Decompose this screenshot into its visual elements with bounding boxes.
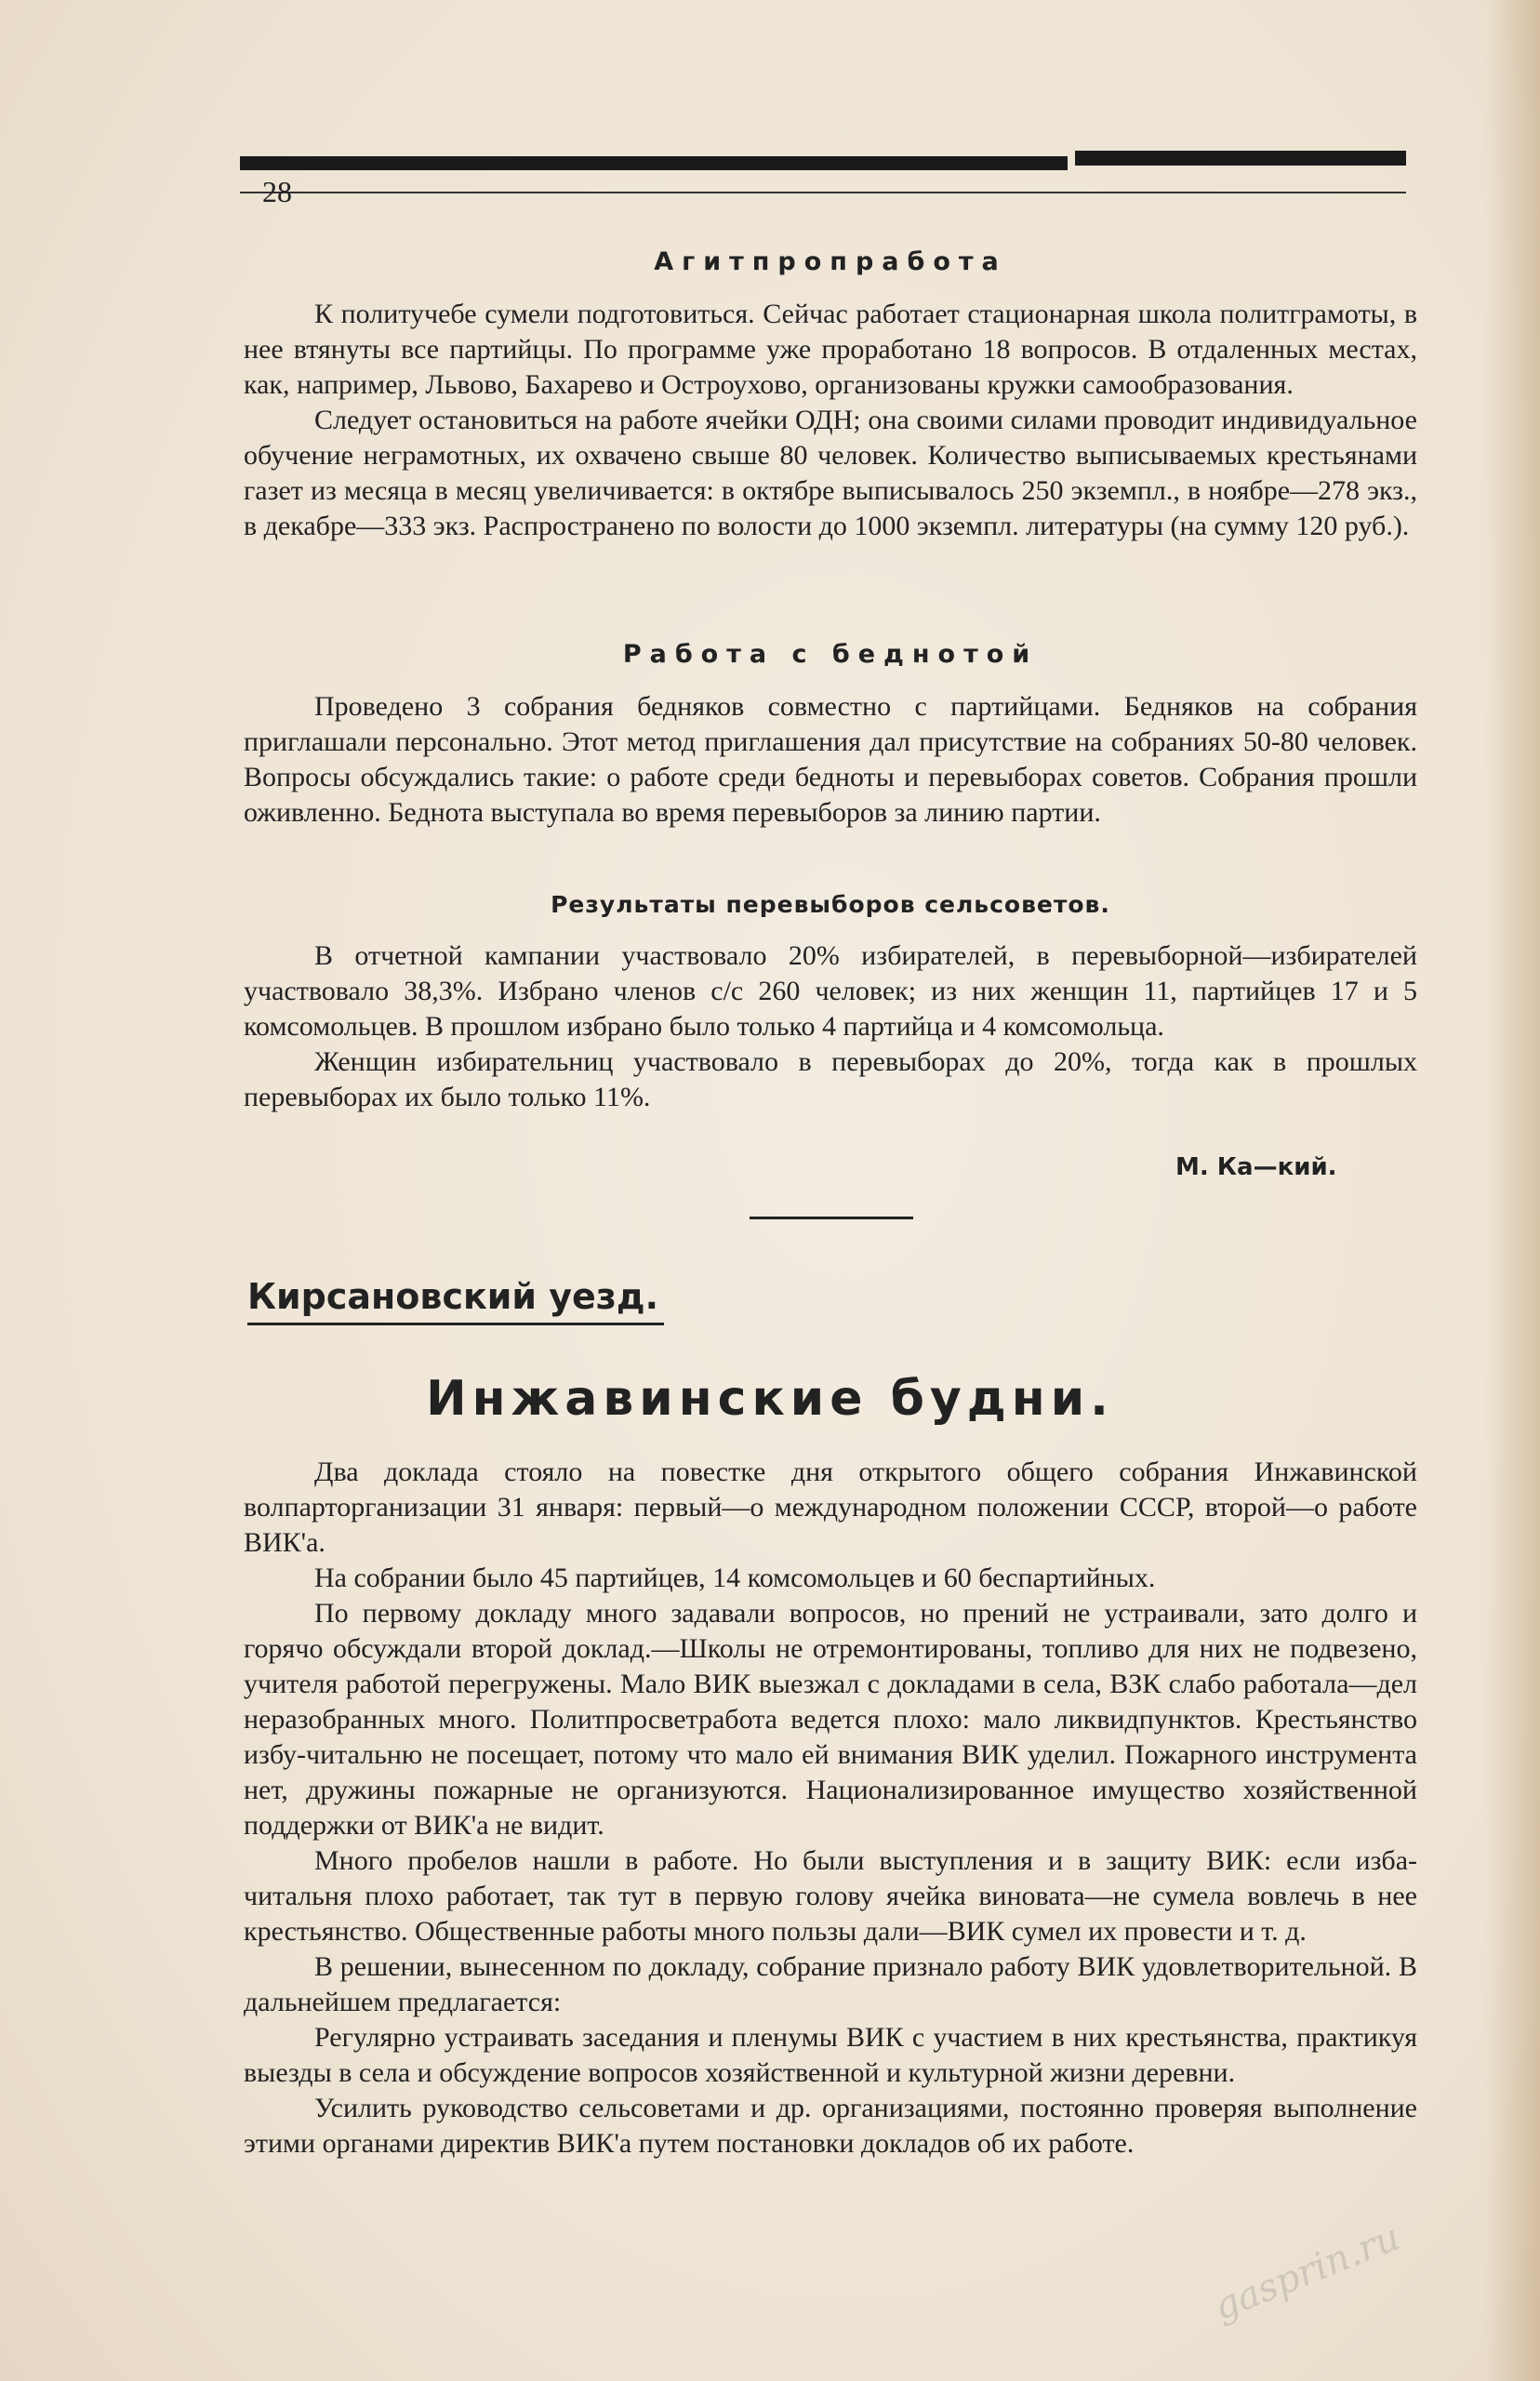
paragraph: На собрании было 45 партийцев, 14 комсомольцев и 60 беспартийных. <box>314 1563 1156 1593</box>
paragraph: Женщин избирательниц участвовало в перевыборах до 20%, тогда как в прошлых перевыборах их было только 11%. <box>244 1046 1417 1112</box>
paragraph: К политучебе сумели подготовиться. Сейчас работает стационарная школа политграмоты, в нее втянуты все партийцы. По программе уже проработано 18 вопросов. В отдаленных местах, как, например, Львово, Бахарево и Остроухово, организованы кружки самообразования. <box>244 299 1417 400</box>
paragraph: Усилить руководство сельсоветами и др. организациями, постоянно проверяя выполнение этими органами директив ВИК'а путем постановки докладов об их работе. <box>244 2093 1417 2159</box>
district-heading: Кирсановский уезд. <box>247 1276 659 1317</box>
section-heading: Результаты перевыборов сельсоветов. <box>551 891 1110 918</box>
section-agitprop <box>244 247 1417 544</box>
paragraph: В отчетной кампании участвовало 20% избирателей, в перевыборной—избирателей участвовало 38,3%. Избрано членов с/с 260 человек; из них женщин 11, партийцев 17 и 5 комсомольцев. В прошлом избрано было только 4 партийца и 4 комсомольца. <box>244 940 1417 1042</box>
paragraph: Регулярно устраивать заседания и пленумы ВИК с участием в них крестьянства, практикуя выезды в села и обсуждение вопросов хозяйственной и культурной жизни деревни. <box>244 2022 1417 2088</box>
author-signature: М. Ка—кий. <box>1175 1153 1337 1181</box>
paragraph: Проведено 3 собрания бедняков совместно с партийцами. Бедняков на собрания приглашали персонально. Этот метод приглашения дал присутствие на собраниях 50-80 человек. Вопросы обсуждались такие: о работе среди бедноты и перевыборах советов. Собрания прошли оживленно. Беднота выступала во время перевыборов за линию партии. <box>244 691 1417 828</box>
paragraph: В решении, вынесенном по докладу, собрание признало работу ВИК удовлетворительной. В дальнейшем предлагается: <box>244 1951 1417 2017</box>
district-underline <box>247 1323 664 1325</box>
paragraph: Два доклада стояло на повестке дня открытого общего собрания Инжавинской волпарторганизации 31 января: первый—о международном положении СССР, второй—о работе ВИК'а. <box>244 1457 1417 1558</box>
section-heading: Работа с беднотой <box>622 640 1039 669</box>
section-elections <box>244 891 1417 1115</box>
watermark: gasprin.ru <box>1208 2215 1406 2329</box>
header-rule-thin <box>240 192 1406 193</box>
paragraph: Следует остановиться на работе ячейки ОДН; она своими силами проводит индивидуальное обучение неграмотных, их охвачено свыше 80 человек. Количество выписываемых крестьянами газет из месяца в месяц увеличивается: в октябре выписывалось 250 экземпл., в ноябре—278 экз., в декабре—333 экз. Распространено по волости до 1000 экземпл. литературы (на сумму 120 руб.). <box>244 405 1417 541</box>
section-divider <box>750 1217 913 1219</box>
section-poor <box>244 640 1417 831</box>
section-heading: Агитпропработа <box>654 247 1007 276</box>
paragraph: Много пробелов нашли в работе. Но были выступления и в защиту ВИК: если изба-читальня плохо работает, так тут в первую голову ячейка виновата—не сумела вовлечь в нее крестьянство. Общественные работы много пользы дали—ВИК сумел их провести и т. д. <box>244 1845 1417 1947</box>
header-rule-right <box>1075 151 1406 166</box>
page-number: 28 <box>262 175 292 208</box>
header-rule-left <box>240 156 1068 170</box>
article-body <box>244 1455 1417 2162</box>
paragraph: По первому докладу много задавали вопросов, но прений не устраивали, зато долго и горячо обсуждали второй доклад.—Школы не отремонтированы, топливо для них не подвезено, учителя работой перегружены. Мало ВИК выезжал с докладами в села, ВЗК слабо работала—дел неразобранных много. Политпросветработа ведется плохо: мало ликвидпунктов. Крестьянство избу-читальню не посещает, потому что мало ей внимания ВИК уделил. Пожарного инструмента нет, дружины пожарные не организуются. Национализированное имущество хозяйственной поддержки от ВИК'а не видит. <box>244 1598 1417 1841</box>
page-edge-shadow <box>1484 0 1540 2381</box>
article-title: Инжавинские будни. <box>426 1371 1114 1427</box>
